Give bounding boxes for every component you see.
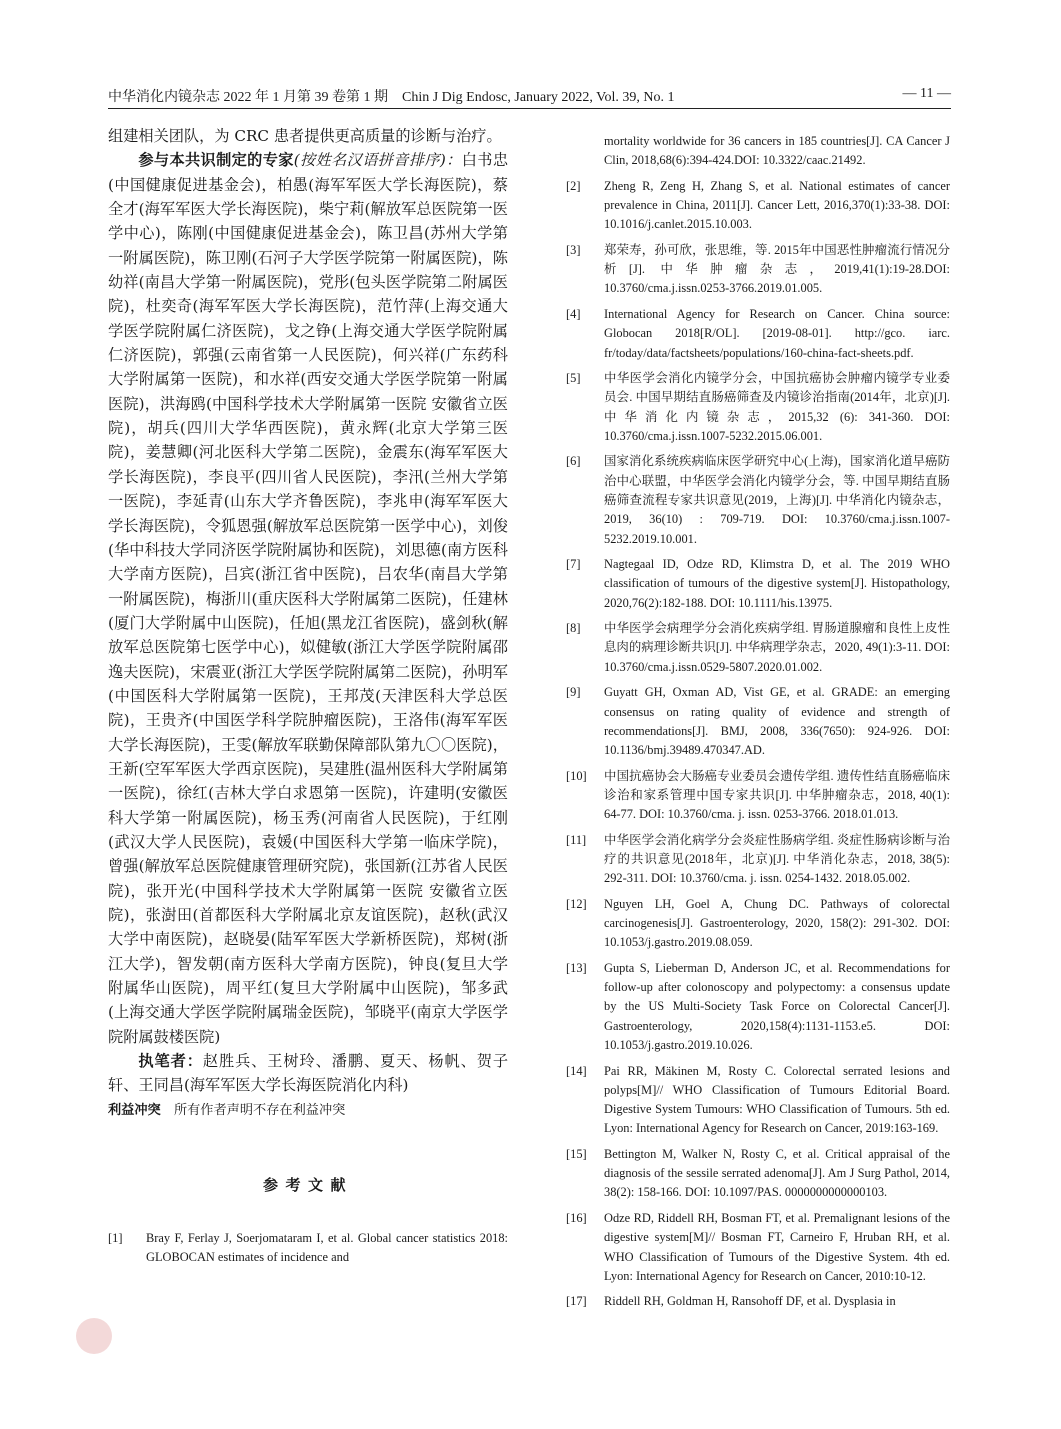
right-column <box>566 132 950 1318</box>
reference-item-continued <box>604 132 950 171</box>
reference-number: [9] <box>566 685 581 700</box>
reference-text: Guyatt GH, Oxman AD, Vist GE, et al. GRADE: an emerging consensus on rating quality of evidence and strength of recommendations[J]. BMJ, 2008, 336(7650): 924-926. DOI: 10.1136/bmj.39489.470347.AD. <box>604 685 950 758</box>
reference-item <box>566 1209 950 1286</box>
reference-number: [12] <box>566 896 587 911</box>
intro-paragraph: 组建相关团队，为 CRC 患者提供更高质量的诊断与治疗。 <box>108 127 502 145</box>
reference-text: Zheng R, Zeng H, Zhang S, et al. National estimates of cancer prevalence in China, 2011[J]. Cancer Lett, 2016,370(1):33-38. DOI: 10.1016/j.canlet.2015.10.003. <box>604 178 950 232</box>
reference-item <box>108 1229 508 1268</box>
reference-text: 中华医学会病理学分会消化疾病学组. 胃肠道腺瘤和良性上皮性息肉的病理诊断共识[J]. 中华病理学杂志，2020, 49(1):3-11. DOI: 10.3760/cma.j.issn.0529-5807.2020.01.002. <box>604 621 950 674</box>
reference-number: [2] <box>566 178 581 193</box>
reference-text: 中华医学会消化内镜学分会，中国抗癌协会肿瘤内镜学专业委员会. 中国早期结直肠癌筛查及内镜诊治指南(2014年，北京)[J]. 中华消化内镜杂志，2015,32 (6): 341-360. DOI: 10.3760/cma.j.issn.1007-5232.2015.06.001. <box>604 371 950 443</box>
coi-text: 所有作者声明不存在利益冲突 <box>173 1102 346 1118</box>
publisher-watermark-logo <box>76 1316 396 1360</box>
reference-item <box>566 619 950 677</box>
reference-text: mortality worldwide for 36 cancers in 185 countries[J]. CA Cancer J Clin, 2018,68(6):394-424.DOI: 10.3322/caac.21492. <box>604 134 950 168</box>
reference-number: [10] <box>566 768 587 783</box>
reference-text: Bray F, Ferlay J, Soerjomataram I, et al. Global cancer statistics 2018: GLOBOCAN estimates of incidence and <box>146 1230 508 1265</box>
experts-order-note: (按姓名汉语拼音排序)： <box>293 151 462 170</box>
reference-text: 郑荣寿，孙可欣，张思维，等. 2015年中国恶性肿瘤流行情况分析[J]. 中华肿瘤杂志，2019,41(1):19-28.DOI: 10.3760/cma.j.issn.0253-3766.2019.01.005. <box>604 242 950 296</box>
reference-text: Pai RR, Mäkinen M, Rosty C. Colorectal serrated lesions and polyps[M]// WHO Classification of Tumours Editorial Board. Digestive System Tumours: WHO Classification of Tumours. 5th ed. Lyon: International Agency for Research on Cancer, 2019:163-169. <box>604 1063 950 1136</box>
reference-text: Bettington M, Walker N, Rosty C, et al. Critical appraisal of the diagnosis of the sessile serrated adenoma[J]. Am J Surg Pathol, 2014, 38(2): 158-166. DOI: 10.1097/PAS. 0000000000000103. <box>604 1146 950 1200</box>
reference-item <box>566 1062 950 1139</box>
experts-list: 白书忠(中国健康促进基金会)，柏愚(海军军医大学长海医院)，蔡全才(海军军医大学长海医院)，柴宁莉(解放军总医院第一医学中心)，陈刚(中国健康促进基金会)，陈卫昌(苏州大学第一附属医院)，陈卫刚(石河子大学医学院第一附属医院)，陈幼祥(南昌大学第一附属医院)，党彤(包头医学院第二附属医院)，杜奕奇(海军军医大学长海医院)，范竹萍(上海交通大学医学院附属仁济医院)，戈之铮(上海交通大学医学院附属仁济医院)，郭强(云南省第一人民医院)，何兴祥(广东药科大学附属第一医院)，和水祥(西安交通大学医学院第一附属医院)，洪海鸥(中国科学技术大学附属第一医院 安徽省立医院)，胡兵(四川大学华西医院)，黄永辉(北京大学第三医院)，姜慧卿(河北医科大学第二医院)，金震东(海军军医大学长海医院)，李良平(四川省人民医院)，李汛(兰州大学第一医院)，李延青(山东大学齐鲁医院)，李兆申(海军军医大学长海医院)，令狐恩强(解放军总医院第一医学中心)，刘俊(华中科技大学同济医学院附属协和医院)，刘思德(南方医科大学南方医院)，吕宾(浙江省中医院)，吕农华(南昌大学第一附属医院)，梅浙川(重庆医科大学附属第二医院)，任建林(厦门大学附属中山医院)，任旭(黑龙江省医院)，盛剑秋(解放军总医院第七医学中心)，姒健敏(浙江大学医学院附属邵逸夫医院)，宋震亚(浙江大学医学院附属第二医院)，孙明军(中国医科大学附属第一医院)，王邦茂(天津医科大学总医院)，王贵齐(中国医学科学院肿瘤医院)，王洛伟(海军军医大学长海医院)，王雯(解放军联勤保障部队第九〇〇医院)，王新(空军军医大学西京医院)，吴建胜(温州医科大学附属第一医院)，徐红(吉林大学白求恩第一医院)，许建明(安徽医科大学第一附属医院)，杨玉秀(河南省人民医院)，于红刚(武汉大学人民医院)，袁媛(中国医科大学第一临床学院)，曾强(解放军总医院健康管理研究院)，张国新(江苏省人民医院)，张开光(中国科学技术大学附属第一医院 安徽省立医院)，张澍田(首都医科大学附属北京友谊医院)，赵秋(武汉大学中南医院)，赵晓晏(陆军军医大学新桥医院)，郑树(浙江大学)，智发朝(南方医科大学南方医院)，钟良(复旦大学附属华山医院)，周平红(复旦大学附属中山医院)，邹多武(上海交通大学医学院附属瑞金医院)，邹晓平(南京大学医学院附属鼓楼医院) <box>108 151 508 1046</box>
reference-number: [11] <box>566 832 587 847</box>
coi-label: 利益冲突 <box>108 1102 161 1118</box>
reference-item <box>566 683 950 760</box>
reference-number: [8] <box>566 621 581 636</box>
conflict-of-interest <box>108 1100 508 1122</box>
reference-text: Nguyen LH, Goel A, Chung DC. Pathways of colorectal carcinogenesis[J]. Gastroenterology, 2020, 158(2): 291-302. DOI: 10.1053/j.gastro.2019.08.059. <box>604 896 950 950</box>
reference-number: [1] <box>108 1230 123 1245</box>
reference-text: International Agency for Research on Cancer. China source: Globocan 2018[R/OL]. [2019-08-01]. http://gco. iarc. fr/today/data/factsheets/populations/160-china-fact-sheets.pdf. <box>604 306 950 360</box>
left-column <box>108 124 508 1267</box>
reference-item <box>566 555 950 613</box>
reference-item <box>566 241 950 299</box>
reference-number: [17] <box>566 1294 587 1309</box>
reference-text: 国家消化系统疾病临床医学研究中心(上海)，国家消化道早癌防治中心联盟，中华医学会消化内镜学分会，等. 中国早期结直肠癌筛查流程专家共识意见(2019，上海)[J]. 中华消化内镜杂志，2019, 36(10) : 709-719. DOI: 10.3760/cma.j.issn.1007-5232.2019.10.001. <box>604 454 950 546</box>
reference-number: [4] <box>566 306 581 321</box>
reference-text: Odze RD, Riddell RH, Bosman FT, et al. Premalignant lesions of the digestive system[M]// Bosman FT, Carneiro F, Hruban RH, et al. WHO Classification of Tumours of the Digestive System. 4th ed. Lyon: International Agency for Research on Cancer, 2010:10-12. <box>604 1210 950 1283</box>
reference-item <box>566 1292 950 1311</box>
reference-item <box>566 305 950 363</box>
reference-item <box>566 831 950 889</box>
reference-number: [14] <box>566 1063 587 1078</box>
reference-item <box>566 1145 950 1203</box>
reference-number: [7] <box>566 557 581 572</box>
writers-list: 赵胜兵、王树玲、潘鹏、夏天、杨帆、贺子轩、王同昌(海军军医大学长海医院消化内科) <box>108 1052 509 1095</box>
experts-label: 参与本共识制定的专家 <box>138 151 294 170</box>
writers-paragraph <box>108 1049 508 1098</box>
reference-number: [3] <box>566 242 581 257</box>
header-rule <box>108 108 951 109</box>
writers-label: 执笔者： <box>138 1052 203 1071</box>
publisher-seal-icon <box>76 1318 112 1354</box>
running-header <box>108 86 951 108</box>
reference-number: [16] <box>566 1210 587 1225</box>
reference-number: [5] <box>566 371 581 386</box>
experts-paragraph <box>108 148 508 1049</box>
reference-number: [13] <box>566 960 587 975</box>
reference-number: [15] <box>566 1146 587 1161</box>
page-number: — 11 — <box>902 86 951 101</box>
reference-item <box>566 452 950 548</box>
reference-text: 中华医学会消化病学分会炎症性肠病学组. 炎症性肠病诊断与治疗的共识意见(2018年，北京)[J]. 中华消化杂志，2018, 38(5): 292-311. DOI: 10.3760/cma. j. issn. 0254-1432. 2018.05.002. <box>604 832 950 886</box>
reference-text: 中国抗癌协会大肠癌专业委员会遗传学组. 遗传性结直肠癌临床诊治和家系管理中国专家共识[J]. 中华肿瘤杂志，2018, 40(1): 64-77. DOI: 10.3760/cma. j. issn. 0253-3766. 2018.01.013. <box>604 768 950 822</box>
reference-text: Gupta S, Lieberman D, Anderson JC, et al. Recommendations for follow-up after colonoscopy and polypectomy: a consensus update by the US Multi-Society Task Force on Colorectal Cancer[J]. Gastroenterology, 2020,158(4):1131-1153.e5. DOI: 10.1053/j.gastro.2019.10.026. <box>604 960 950 1053</box>
reference-item <box>566 895 950 953</box>
reference-item <box>566 767 950 825</box>
reference-text: Riddell RH, Goldman H, Ransohoff DF, et al. Dysplasia in <box>604 1294 896 1309</box>
reference-item <box>566 369 950 446</box>
reference-text: Nagtegaal ID, Odze RD, Klimstra D, et al. The 2019 WHO classification of tumours of the digestive system[J]. Histopathology, 2020,76(2):182-188. DOI: 10.1111/his.13975. <box>604 557 950 610</box>
reference-number: [6] <box>566 454 581 469</box>
reference-item <box>566 959 950 1055</box>
journal-citation: 中华消化内镜杂志 2022 年 1 月第 39 卷第 1 期 Chin J Dig Endosc, January 2022, Vol. 39, No. 1 <box>108 90 675 105</box>
reference-item <box>566 177 950 235</box>
references-title: 参考文献 <box>262 1175 353 1194</box>
